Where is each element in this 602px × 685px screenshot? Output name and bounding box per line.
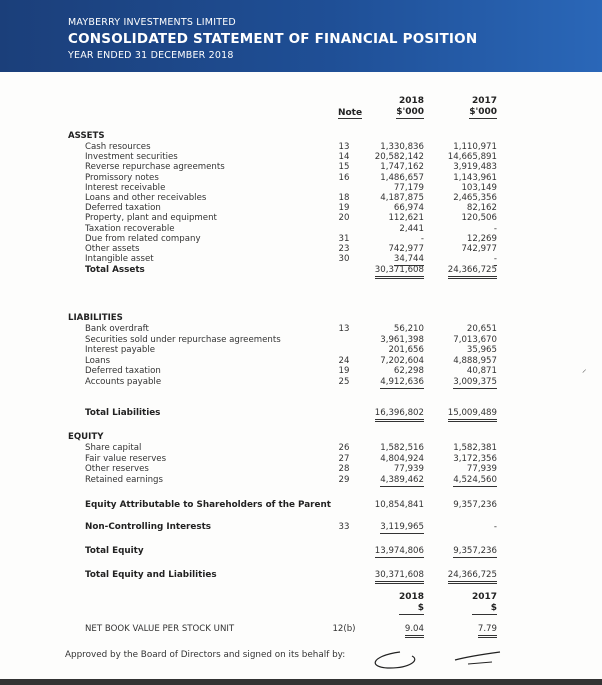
line-item-label: Deferred taxation — [85, 203, 161, 214]
line-item-value-2018: 20,582,142 — [374, 152, 424, 163]
non-controlling-interests-row: Non-Controlling Interests 33 3,119,965 - — [85, 522, 497, 532]
line-item-label: Intangible asset — [85, 254, 154, 265]
line-item-value-2018: 4,389,462 — [380, 474, 424, 485]
line-item-value-2018: 742,977 — [388, 244, 424, 254]
statement-period: YEAR ENDED 31 DECEMBER 2018 — [68, 50, 234, 61]
line-item-value-2018: 201,656 — [388, 345, 424, 355]
total-equity-row: Total Equity 13,974,806 9,357,236 — [85, 546, 497, 556]
line-item-note: 13 — [338, 324, 350, 334]
line-item-value-2018: 34,744 — [393, 254, 424, 265]
line-item-label: Deferred taxation — [85, 366, 161, 376]
header-banner — [0, 0, 602, 72]
line-item-value-2018: 1,747,162 — [380, 162, 424, 173]
line-item-value-2017: 20,651 — [466, 324, 497, 334]
line-item-row — [0, 454, 602, 465]
line-item-value-2018: 56,210 — [393, 324, 424, 334]
line-item-row — [0, 324, 602, 335]
line-item-note: 15 — [338, 162, 350, 173]
signature-mark — [360, 638, 510, 674]
line-item-value-2018: - — [420, 233, 424, 244]
bottom-bar — [0, 679, 602, 685]
line-item-value-2017: 1,143,961 — [453, 172, 497, 183]
year-2018-header: 2018 $'000 — [396, 96, 424, 117]
line-item-label: Retained earnings — [85, 474, 163, 485]
line-item-value-2018: 66,974 — [393, 203, 424, 214]
line-item-label: Fair value reserves — [85, 453, 167, 464]
line-item-label: Property, plant and equipment — [85, 213, 217, 224]
line-item-label: Accounts payable — [85, 376, 162, 387]
line-item-value-2017: 3,919,483 — [453, 162, 497, 173]
statement-title: CONSOLIDATED STATEMENT OF FINANCIAL POSITION — [68, 31, 478, 47]
year-2017-header: 2017 $'000 — [469, 96, 497, 117]
line-item-label: Investment securities — [85, 152, 178, 163]
net-book-value-row: NET BOOK VALUE PER STOCK UNIT 12(b) 9.04 7.79 — [0, 624, 602, 635]
line-item-value-2018: 1,486,657 — [380, 172, 424, 183]
line-item-row — [0, 335, 602, 346]
line-item-value-2017: 120,506 — [461, 213, 497, 224]
line-item-row — [0, 345, 602, 356]
line-item-note: 20 — [338, 213, 350, 224]
line-item-row — [0, 377, 602, 388]
line-item-value-2017: 4,524,560 — [453, 474, 497, 485]
line-item-note: 23 — [338, 244, 350, 254]
line-item-value-2018: 3,961,398 — [380, 334, 424, 345]
line-item-note: 31 — [338, 233, 350, 244]
line-item-value-2017: 40,871 — [466, 366, 497, 376]
line-item-note: 13 — [338, 142, 350, 152]
line-item-value-2017: - — [493, 254, 497, 265]
line-item-value-2017: 82,162 — [466, 203, 497, 214]
line-item-label: Taxation recoverable — [85, 223, 175, 234]
line-item-note: 27 — [338, 453, 350, 464]
line-item-label: Interest receivable — [85, 182, 166, 193]
equity-attributable-row: Equity Attributable to Shareholders of the Parent 10,854,841 9,357,236 — [85, 500, 497, 510]
line-item-label: Other reserves — [85, 464, 149, 474]
line-item-value-2017: 1,110,971 — [453, 142, 497, 152]
line-item-note: 24 — [338, 355, 350, 366]
line-item-label: Bank overdraft — [85, 324, 149, 334]
line-item-label: Promissory notes — [85, 172, 159, 183]
liabilities-heading: LIABILITIES — [68, 313, 123, 323]
per-unit-2018-header: 2018 $ — [398, 592, 424, 613]
line-item-label: Interest payable — [85, 345, 156, 355]
total-equity-and-liabilities-row: Total Equity and Liabilities 30,371,608 24,366,725 — [0, 570, 602, 581]
line-item-value-2018: 77,939 — [393, 464, 424, 474]
line-item-value-2018: 77,179 — [393, 182, 424, 193]
line-item-value-2017: 2,465,356 — [453, 193, 497, 203]
line-item-label: Share capital — [85, 443, 142, 453]
line-item-row — [0, 475, 602, 486]
line-item-label: Other assets — [85, 244, 140, 254]
line-item-row — [0, 366, 602, 377]
total-liabilities-row: Total Liabilities 16,396,802 15,009,489 — [0, 408, 602, 419]
line-item-value-2017: 1,582,381 — [453, 443, 497, 453]
line-item-value-2018: 1,330,836 — [380, 142, 424, 152]
line-item-value-2017: 3,009,375 — [453, 376, 497, 387]
line-item-row — [0, 464, 602, 475]
line-item-value-2018: 4,912,636 — [380, 376, 424, 387]
line-item-value-2017: 742,977 — [461, 244, 497, 254]
line-item-value-2018: 4,187,875 — [380, 193, 424, 203]
line-item-note: 29 — [338, 474, 350, 485]
margin-mark: ⸝ — [582, 365, 587, 375]
per-unit-2017-header: 2017 $ — [471, 592, 497, 613]
line-item-value-2017: 12,269 — [466, 233, 497, 244]
line-item-label: Loans — [85, 355, 111, 366]
line-item-label: Reverse repurchase agreements — [85, 162, 225, 173]
line-item-note: 19 — [338, 366, 350, 376]
line-item-value-2018: 2,441 — [399, 223, 424, 234]
line-item-note: 25 — [338, 376, 350, 387]
line-item-note: 16 — [338, 172, 350, 183]
line-item-value-2017: 103,149 — [461, 182, 497, 193]
line-item-note: 26 — [338, 443, 350, 453]
line-item-value-2017: 35,965 — [466, 345, 497, 355]
line-item-label: Securities sold under repurchase agreements — [85, 334, 281, 345]
note-column-header: Note — [337, 108, 363, 118]
line-item-value-2017: 14,665,891 — [447, 152, 497, 163]
company-name: MAYBERRY INVESTMENTS LIMITED — [68, 17, 236, 28]
line-item-note: 18 — [338, 193, 350, 203]
approval-statement: Approved by the Board of Directors and signed on its behalf by: — [65, 650, 346, 660]
line-item-value-2018: 4,804,924 — [380, 453, 424, 464]
line-item-value-2017: 4,888,957 — [453, 355, 497, 366]
line-item-value-2017: 3,172,356 — [453, 453, 497, 464]
line-item-label: Due from related company — [85, 233, 201, 244]
line-item-note: 19 — [338, 203, 350, 214]
assets-heading: ASSETS — [68, 131, 105, 141]
line-item-note: 30 — [338, 254, 350, 265]
line-item-value-2017: - — [493, 223, 497, 234]
line-item-value-2018: 7,202,604 — [380, 355, 424, 366]
line-item-label: Loans and other receivables — [85, 193, 207, 203]
line-item-note: 14 — [338, 152, 350, 163]
equity-heading: EQUITY — [68, 432, 104, 442]
line-item-value-2018: 112,621 — [388, 213, 424, 224]
line-item-label: Cash resources — [85, 142, 151, 152]
line-item-value-2017: 77,939 — [466, 464, 497, 474]
line-item-row — [0, 356, 602, 367]
line-item-row — [0, 443, 602, 454]
line-item-value-2018: 62,298 — [393, 366, 424, 376]
line-item-value-2017: 7,013,670 — [453, 334, 497, 345]
line-item-value-2018: 1,582,516 — [380, 443, 424, 453]
line-item-note: 28 — [338, 464, 350, 474]
total-assets-row: Total Assets 30,371,608 24,366,725 — [0, 265, 602, 276]
line-item-row — [0, 254, 602, 265]
